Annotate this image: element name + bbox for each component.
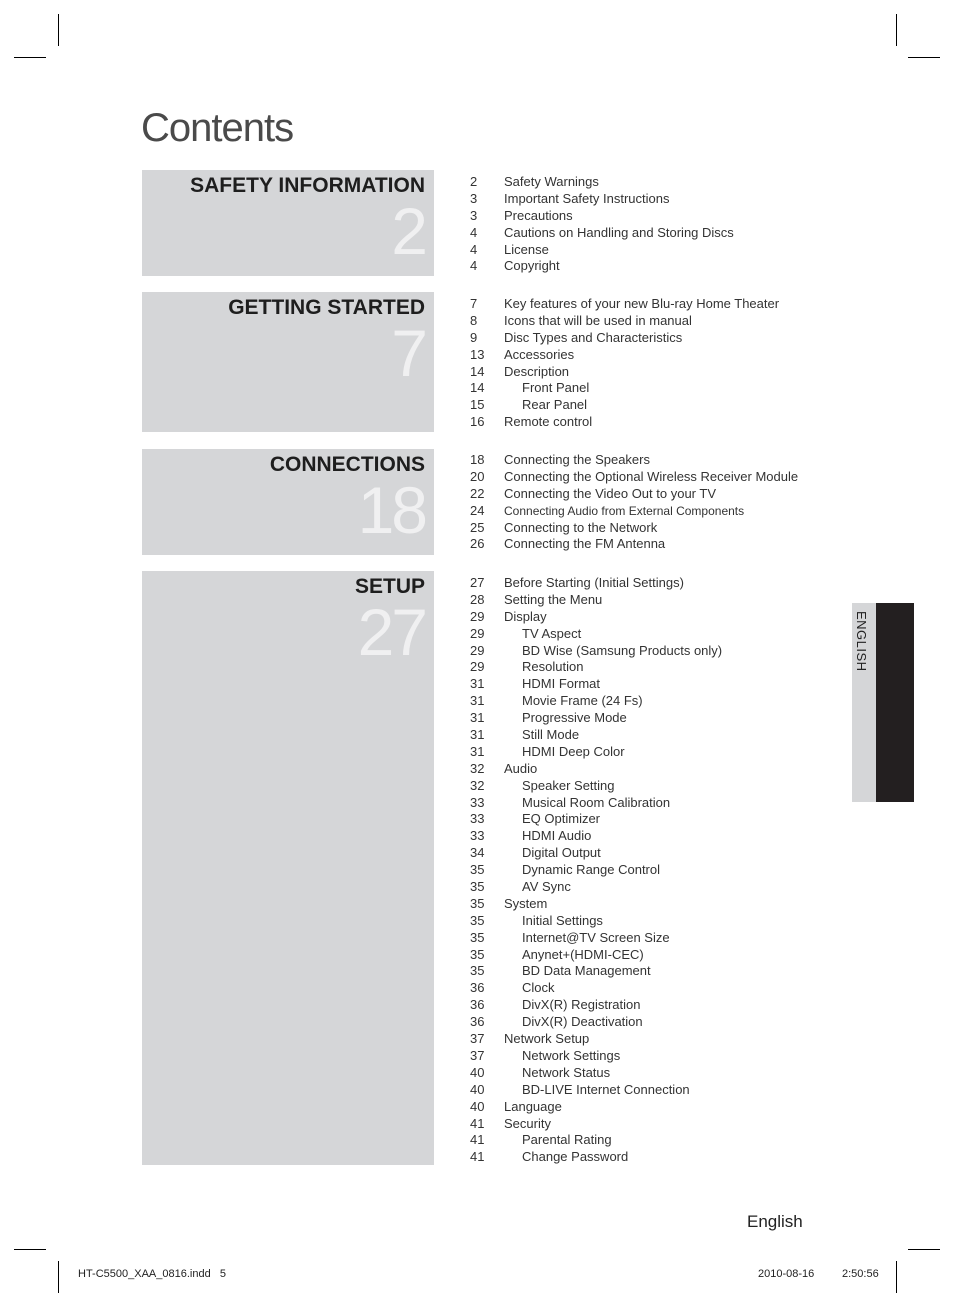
- toc-page-number: 35: [470, 895, 485, 911]
- toc-item: [470, 258, 734, 275]
- toc-item: [470, 414, 779, 431]
- slug-time: 2:50:56: [842, 1268, 879, 1280]
- section-setup: [142, 571, 434, 1165]
- toc-item: [470, 879, 722, 896]
- toc-item: [470, 397, 779, 414]
- toc-list-setup: [470, 575, 722, 1166]
- toc-label: HDMI Deep Color: [522, 743, 625, 759]
- toc-item: [470, 862, 722, 879]
- section-number: 2: [391, 194, 425, 268]
- section-getting-started: [142, 292, 434, 432]
- toc-item: [470, 1132, 722, 1149]
- toc-page-number: 29: [470, 625, 485, 641]
- toc-page-number: 33: [470, 811, 485, 827]
- toc-label: Connecting the Optional Wireless Receiver Module: [504, 468, 799, 484]
- toc-page-number: 35: [470, 879, 485, 895]
- toc-page-number: 18: [470, 452, 485, 467]
- toc-page-number: 4: [470, 258, 478, 274]
- toc-label: Speaker Setting: [522, 777, 615, 793]
- toc-item: [470, 896, 722, 913]
- toc-page-number: 25: [470, 519, 485, 535]
- toc-label: Network Status: [522, 1064, 611, 1080]
- section-safety-information: [142, 170, 434, 276]
- toc-page-number: 16: [470, 414, 485, 430]
- toc-page-number: 33: [470, 794, 485, 810]
- toc-page-number: 29: [470, 659, 485, 675]
- toc-item: [470, 469, 798, 486]
- toc-label: Parental Rating: [522, 1132, 612, 1148]
- toc-label: Connecting the FM Antenna: [504, 536, 666, 552]
- slug-date: 2010-08-16: [758, 1268, 815, 1280]
- toc-page-number: 31: [470, 710, 485, 726]
- toc-page-number: 31: [470, 693, 485, 709]
- section-number: 27: [357, 595, 425, 669]
- toc-page-number: 3: [470, 190, 478, 206]
- toc-label: Digital Output: [522, 845, 601, 861]
- toc-item: [470, 1048, 722, 1065]
- toc-item: [470, 930, 722, 947]
- toc-item: [470, 980, 722, 997]
- crop-mark: [908, 1249, 940, 1250]
- page-title: Contents: [141, 106, 294, 150]
- toc-item: [470, 592, 722, 609]
- toc-item: [470, 710, 722, 727]
- toc-label: Display: [504, 608, 547, 624]
- toc-item: [470, 364, 779, 381]
- toc-label: Setting the Menu: [504, 591, 603, 607]
- crop-mark: [58, 1261, 59, 1293]
- toc-page-number: 35: [470, 929, 485, 945]
- toc-label: License: [504, 241, 549, 257]
- section-number: 18: [357, 473, 425, 547]
- toc-item: [470, 609, 722, 626]
- toc-page-number: 14: [470, 380, 485, 396]
- toc-page-number: 36: [470, 980, 485, 996]
- toc-item: [470, 242, 734, 259]
- toc-label: Still Mode: [522, 727, 580, 743]
- toc-item: [470, 1116, 722, 1133]
- toc-label: Rear Panel: [522, 397, 588, 413]
- toc-item: [470, 1149, 722, 1166]
- toc-label: HDMI Audio: [522, 828, 592, 844]
- toc-label: Connecting Audio from External Components: [504, 503, 745, 518]
- toc-item: [470, 208, 734, 225]
- toc-item: [470, 811, 722, 828]
- toc-label: Connecting the Video Out to your TV: [504, 485, 716, 501]
- toc-page-number: 28: [470, 591, 485, 607]
- toc-list-getting-started: [470, 296, 779, 431]
- toc-item: [470, 1014, 722, 1031]
- toc-item: [470, 997, 722, 1014]
- toc-page-number: 32: [470, 777, 485, 793]
- crop-mark: [58, 14, 59, 46]
- toc-label: Description: [504, 363, 570, 379]
- toc-item: [470, 795, 722, 812]
- toc-item: [470, 1082, 722, 1099]
- section-title: SAFETY INFORMATION: [190, 174, 425, 197]
- slug-file: HT-C5500_XAA_0816.indd 5: [78, 1268, 226, 1280]
- toc-item: [470, 693, 722, 710]
- toc-item: [470, 947, 722, 964]
- toc-label: Remote control: [504, 414, 593, 430]
- toc-page-number: 35: [470, 946, 485, 962]
- toc-label: Change Password: [522, 1149, 629, 1165]
- toc-page-number: 40: [470, 1098, 485, 1114]
- toc-label: DivX(R) Registration: [522, 997, 641, 1013]
- toc-item: [470, 828, 722, 845]
- toc-list-connections: [470, 452, 798, 553]
- toc-label: Precautions: [504, 207, 573, 223]
- toc-list-safety-information: [470, 174, 734, 275]
- toc-item: [470, 313, 779, 330]
- toc-label: Before Starting (Initial Settings): [504, 575, 684, 590]
- toc-item: [470, 744, 722, 761]
- toc-item: [470, 643, 722, 660]
- toc-page-number: 31: [470, 727, 485, 743]
- toc-label: Disc Types and Characteristics: [504, 329, 683, 345]
- toc-item: [470, 778, 722, 795]
- toc-item: [470, 659, 722, 676]
- toc-label: Copyright: [504, 258, 560, 274]
- toc-page-number: 8: [470, 312, 478, 328]
- section-title: CONNECTIONS: [269, 453, 425, 476]
- toc-page-number: 41: [470, 1115, 485, 1131]
- toc-page-number: 35: [470, 862, 485, 878]
- toc-item: [470, 1031, 722, 1048]
- toc-label: Icons that will be used in manual: [504, 312, 692, 328]
- section-number: 7: [391, 316, 425, 390]
- toc-page-number: 24: [470, 502, 485, 518]
- toc-page-number: 35: [470, 912, 485, 928]
- toc-page-number: 34: [470, 845, 485, 861]
- toc-item: [470, 225, 734, 242]
- crop-mark: [908, 57, 940, 58]
- toc-item: [470, 626, 722, 643]
- toc-page-number: 31: [470, 676, 485, 692]
- toc-item: [470, 1099, 722, 1116]
- toc-item: [470, 296, 779, 313]
- toc-label: Audio: [504, 760, 538, 776]
- toc-page-number: 32: [470, 760, 485, 776]
- toc-label: Language: [504, 1098, 562, 1114]
- toc-page-number: 37: [470, 1031, 485, 1047]
- language-tab-label: ENGLISH: [854, 611, 869, 672]
- toc-item: [470, 520, 798, 537]
- toc-label: Network Settings: [522, 1047, 621, 1063]
- toc-label: Clock: [522, 980, 555, 996]
- toc-page-number: 36: [470, 997, 485, 1013]
- toc-label: Accessories: [504, 346, 575, 362]
- toc-label: EQ Optimizer: [522, 811, 601, 827]
- toc-page-number: 3: [470, 207, 478, 223]
- toc-label: DivX(R) Deactivation: [522, 1014, 643, 1030]
- toc-item: [470, 845, 722, 862]
- toc-item: [470, 1065, 722, 1082]
- toc-label: Resolution: [522, 659, 584, 675]
- toc-label: BD Wise (Samsung Products only): [522, 642, 723, 658]
- toc-page-number: 7: [470, 296, 478, 311]
- toc-label: Key features of your new Blu-ray Home Theater: [504, 296, 780, 311]
- crop-mark: [14, 1249, 46, 1250]
- toc-label: BD Data Management: [522, 963, 651, 979]
- toc-label: System: [504, 895, 548, 911]
- toc-label: AV Sync: [522, 879, 571, 895]
- toc-page-number: 40: [470, 1064, 485, 1080]
- toc-item: [470, 174, 734, 191]
- toc-item: [470, 761, 722, 778]
- footer-language: English: [747, 1212, 803, 1231]
- toc-label: Connecting the Speakers: [504, 452, 650, 467]
- crop-mark: [896, 1261, 897, 1293]
- toc-page-number: 40: [470, 1081, 485, 1097]
- toc-item: [470, 676, 722, 693]
- toc-label: Network Setup: [504, 1031, 590, 1047]
- toc-item: [470, 575, 722, 592]
- toc-label: Movie Frame (24 Fs): [522, 693, 643, 709]
- toc-item: [470, 191, 734, 208]
- toc-page-number: 41: [470, 1149, 485, 1165]
- toc-item: [470, 503, 798, 520]
- toc-label: Anynet+(HDMI-CEC): [522, 946, 644, 962]
- toc-page-number: 4: [470, 241, 478, 257]
- toc-page-number: 35: [470, 963, 485, 979]
- language-tab: [852, 603, 914, 802]
- toc-label: Important Safety Instructions: [504, 190, 670, 206]
- language-tab-dark: [876, 603, 914, 802]
- toc-page-number: 22: [470, 485, 485, 501]
- toc-label: Musical Room Calibration: [522, 794, 671, 810]
- toc-label: Initial Settings: [522, 912, 603, 928]
- toc-label: BD-LIVE Internet Connection: [522, 1081, 690, 1097]
- toc-label: Internet@TV Screen Size: [522, 929, 670, 945]
- toc-page-number: 4: [470, 224, 478, 240]
- toc-item: [470, 536, 798, 553]
- toc-page-number: 20: [470, 468, 485, 484]
- toc-item: [470, 913, 722, 930]
- toc-page-number: 31: [470, 743, 485, 759]
- toc-page-number: 26: [470, 536, 485, 552]
- toc-label: Front Panel: [522, 380, 590, 396]
- toc-item: [470, 380, 779, 397]
- section-title: SETUP: [354, 575, 425, 598]
- toc-label: Dynamic Range Control: [522, 862, 661, 878]
- toc-label: Security: [504, 1115, 551, 1131]
- toc-item: [470, 330, 779, 347]
- toc-item: [470, 963, 722, 980]
- crop-mark: [896, 14, 897, 46]
- toc-page-number: 36: [470, 1014, 485, 1030]
- toc-item: [470, 452, 798, 469]
- toc-label: Progressive Mode: [522, 710, 627, 726]
- toc-item: [470, 727, 722, 744]
- toc-page-number: 2: [470, 174, 478, 189]
- toc-page-number: 29: [470, 642, 485, 658]
- toc-page-number: 15: [470, 397, 485, 413]
- toc-label: HDMI Format: [522, 676, 600, 692]
- toc-label: Connecting to the Network: [504, 519, 658, 535]
- crop-mark: [14, 57, 46, 58]
- toc-page-number: 27: [470, 575, 485, 590]
- toc-label: TV Aspect: [522, 625, 582, 641]
- toc-item: [470, 486, 798, 503]
- section-connections: [142, 449, 434, 555]
- toc-page-number: 29: [470, 608, 485, 624]
- toc-item: [470, 347, 779, 364]
- toc-label: Cautions on Handling and Storing Discs: [504, 224, 734, 240]
- toc-page-number: 9: [470, 329, 478, 345]
- toc-page-number: 13: [470, 346, 485, 362]
- toc-page-number: 37: [470, 1047, 485, 1063]
- toc-page-number: 41: [470, 1132, 485, 1148]
- section-title: GETTING STARTED: [228, 296, 425, 319]
- toc-page-number: 14: [470, 363, 485, 379]
- toc-page-number: 33: [470, 828, 485, 844]
- toc-label: Safety Warnings: [504, 174, 599, 189]
